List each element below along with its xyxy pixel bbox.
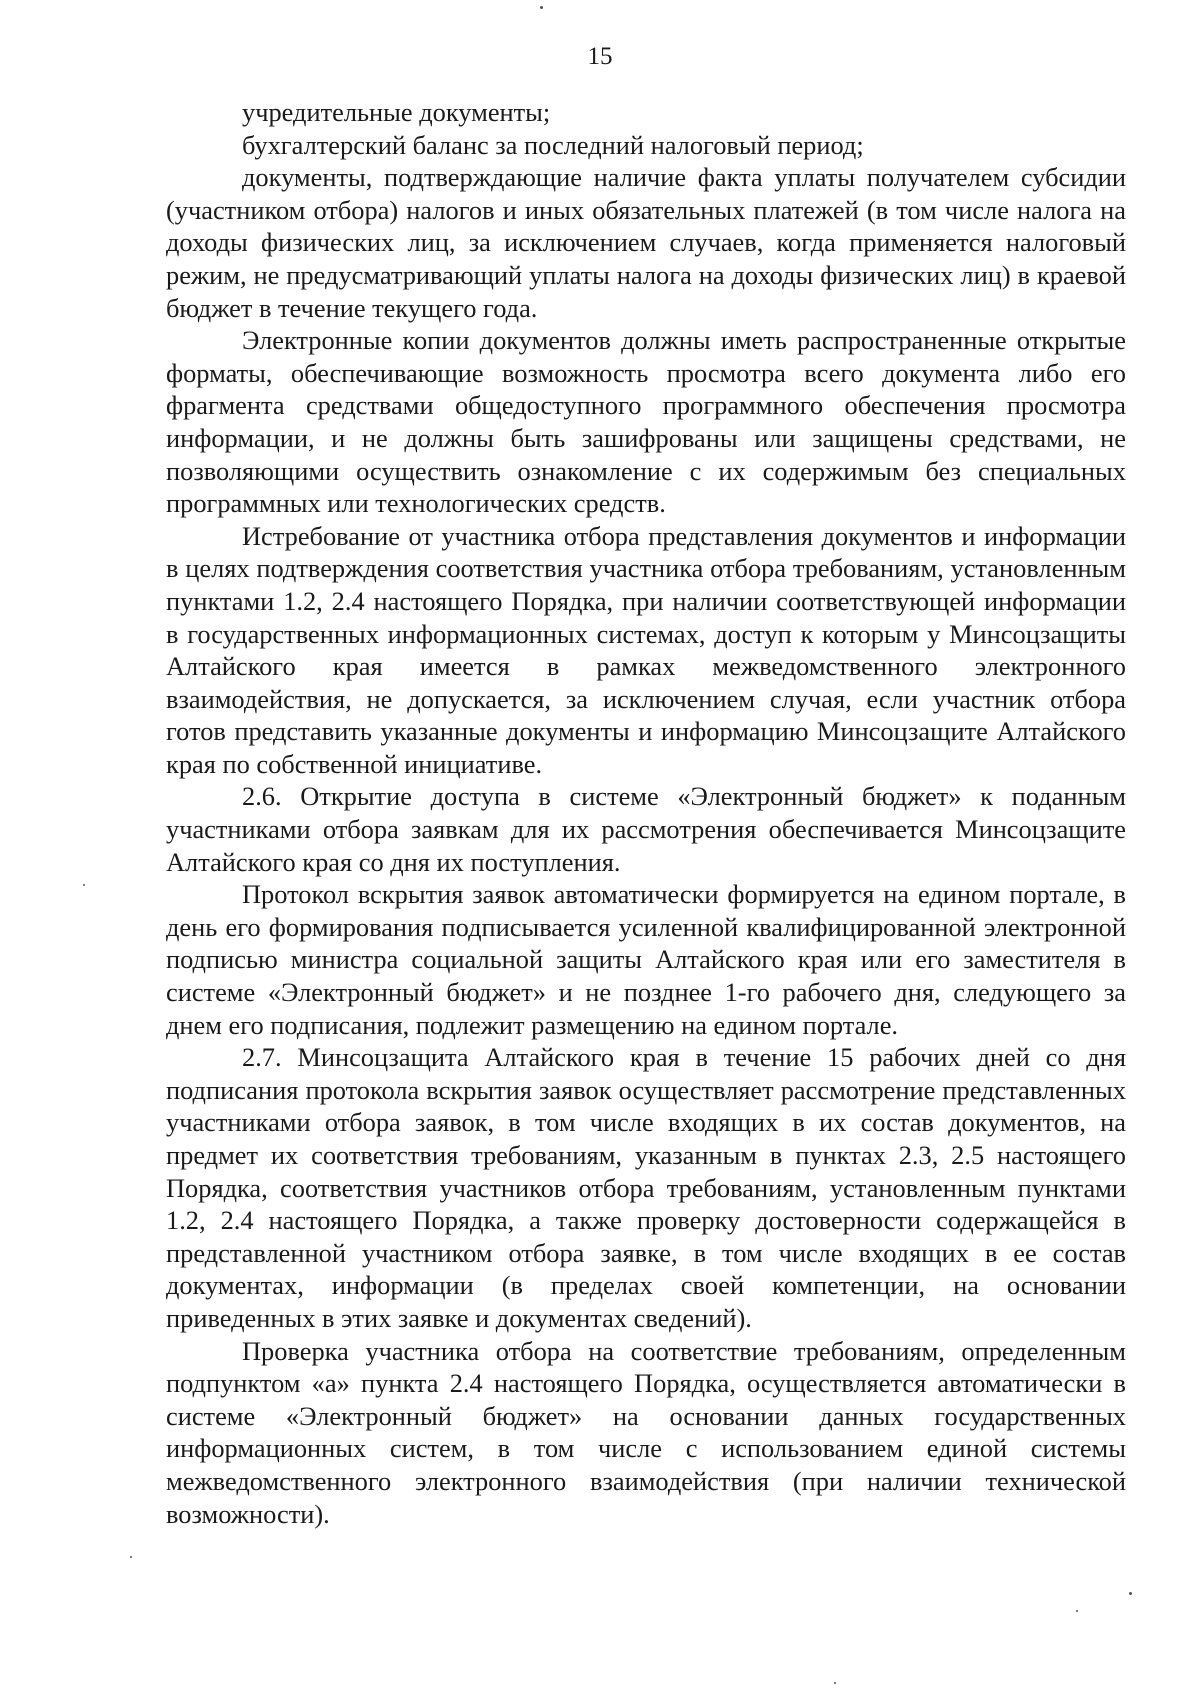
page-number: 15 xyxy=(587,43,613,70)
paragraph-document-request: Истребование от участника отбора представления документов и информации в целях подтверждения соответствия участника отбора требованиям, установленным пунктами 1.2, 2.4 настоящего Порядка, при наличии соответствующей информации в государственных информационных системах, доступ к которым у Минсоцзащиты Алтайского края имеется в рамках межведомственного электронного взаимодействия, не допускается, за исключением случая, если участник отбора готов представить указанные документы и информацию Минсоцзащите Алтайского края по собственной инициативе. xyxy=(166,520,1126,779)
paragraph-balance-sheet: бухгалтерский баланс за последний налоговый период; xyxy=(242,129,864,160)
document-body xyxy=(166,96,1126,1530)
paragraph-electronic-copies: Электронные копии документов должны иметь распространенные открытые форматы, обеспечивающие возможность просмотра всего документа либо его фрагмента средствами общедоступного программного обеспечения просмотра информации, и не должны быть зашифрованы или защищены средствами, не позволяющими осуществить ознакомление с их содержимым без специальных программных или технологических средств. xyxy=(166,325,1126,519)
paragraph-opening-protocol: Протокол вскрытия заявок автоматически формируется на едином портале, в день его формирования подписывается усиленной квалифицированной электронной подписью министра социальной защиты Алтайского края или его заместителя в системе «Электронный бюджет» и не позднее 1-го рабочего дня, следующего за днем его подписания, подлежит размещению на едином портале. xyxy=(166,879,1126,1040)
paragraph-clause-2-6: 2.6. Открытие доступа в системе «Электронный бюджет» к поданным участниками отбора заявкам для их рассмотрения обеспечивается Минсоцзащите Алтайского края со дня их поступления. xyxy=(166,781,1126,877)
scan-speck xyxy=(540,6,543,9)
paragraph-founding-documents: учредительные документы; xyxy=(242,97,551,127)
scan-speck xyxy=(83,884,85,886)
paragraph-clause-2-7: 2.7. Минсоцзащита Алтайского края в течение 15 рабочих дней со дня подписания протокола вскрытия заявок осуществляет рассмотрение представленных участниками отбора заявок, в том числе входящих в их состав документов, на предмет их соответствия требованиям, указанным в пунктах 2.3, 2.5 настоящего Порядка, соответствия участников отбора требованиям, установленным пунктами 1.2, 2.4 настоящего Порядка, а также проверку достоверности содержащейся в представленной участником отбора заявке, в том числе входящих в ее состав документах, информации (в пределах своей компетенции, на основании приведенных в этих заявке и документах сведений). xyxy=(166,1042,1126,1333)
scan-speck xyxy=(1129,1592,1132,1595)
scan-speck xyxy=(834,1682,836,1684)
scan-speck xyxy=(130,1556,132,1558)
paragraph-tax-payment-documents: документы, подтверждающие наличие факта уплаты получателем субсидии (участником отбора) налогов и иных обязательных платежей (в том числе налога на доходы физических лиц, за исключением случаев, когда применяется налоговый режим, не предусматривающий уплаты налога на доходы физических лиц) в краевой бюджет в течение текущего года. xyxy=(166,162,1126,323)
scan-speck xyxy=(1076,1610,1078,1612)
paragraph-participant-check: Проверка участника отбора на соответствие требованиям, определенным подпунктом «а» пункта 2.4 настоящего Порядка, осуществляется автоматически в системе «Электронный бюджет» на основании данных государственных информационных систем, в том числе с использованием единой системы межведомственного электронного взаимодействия (при наличии технической возможности). xyxy=(166,1335,1126,1529)
